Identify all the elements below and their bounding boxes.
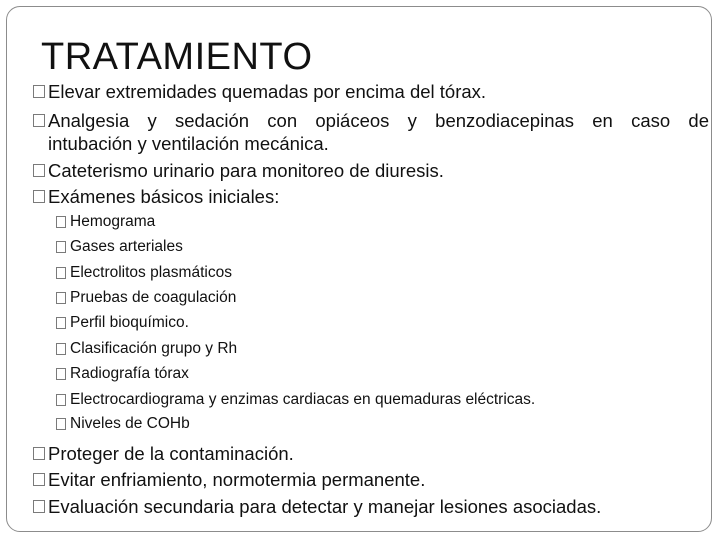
box-bullet-icon [56,241,66,253]
sub-list-item-text: Radiografía tórax [70,365,189,382]
box-bullet-icon [56,292,66,304]
sub-list-item-text: Clasificación grupo y Rh [70,340,238,357]
box-bullet-icon [56,343,66,355]
list-item-text: Evitar enfriamiento, normotermia permanente. [48,469,426,490]
box-bullet-icon [33,114,45,127]
box-bullet-icon [56,394,66,406]
sub-list-item-text: Pruebas de coagulación [70,289,237,306]
sub-list-item [56,364,706,384]
box-bullet-icon [56,267,66,279]
sub-list-item-text: Niveles de COHb [70,415,190,432]
box-bullet-icon [33,164,45,177]
box-bullet-icon [56,368,66,380]
list-item [33,442,709,465]
box-bullet-icon [33,190,45,203]
sub-list-item [56,339,706,359]
box-bullet-icon [33,500,45,513]
box-bullet-icon [56,317,66,329]
sub-list-item [56,212,706,232]
list-item [33,495,709,518]
list-item [33,80,709,103]
sub-list-item [56,390,706,410]
sub-list-item-text: Electrolitos plasmáticos [70,264,232,281]
list-item-text: Analgesia y sedación con opiáceos y benzodiacepinas en caso de [48,110,709,131]
list-item [33,109,709,155]
list-item-text: Evaluación secundaria para detectar y manejar lesiones asociadas. [48,496,602,517]
box-bullet-icon [56,216,66,228]
sub-list-item-text: Gases arteriales [70,238,183,255]
slide-title: TRATAMIENTO [41,36,313,78]
sub-list-item-text: Perfil bioquímico. [70,314,189,331]
sub-list-item-text: Hemograma [70,213,156,230]
list-item-text: Exámenes básicos iniciales: [48,186,280,207]
box-bullet-icon [33,447,45,460]
list-item [33,185,709,208]
sub-list-item [56,414,706,434]
sub-list-item [56,237,706,257]
list-item-text: Elevar extremidades quemadas por encima del tórax. [48,81,487,102]
sub-list-item [56,313,706,333]
list-item [33,468,709,491]
box-bullet-icon [33,473,45,486]
box-bullet-icon [33,85,45,98]
list-item-text: Proteger de la contaminación. [48,443,294,464]
list-item-text: Cateterismo urinario para monitoreo de diuresis. [48,160,444,181]
list-item [33,159,709,182]
list-item-continuation: intubación y ventilación mecánica. [48,133,329,154]
sub-list-item [56,263,706,283]
sub-list-item [56,288,706,308]
sub-list-item-text: Electrocardiograma y enzimas cardiacas en quemaduras eléctricas. [70,391,536,408]
box-bullet-icon [56,418,66,430]
